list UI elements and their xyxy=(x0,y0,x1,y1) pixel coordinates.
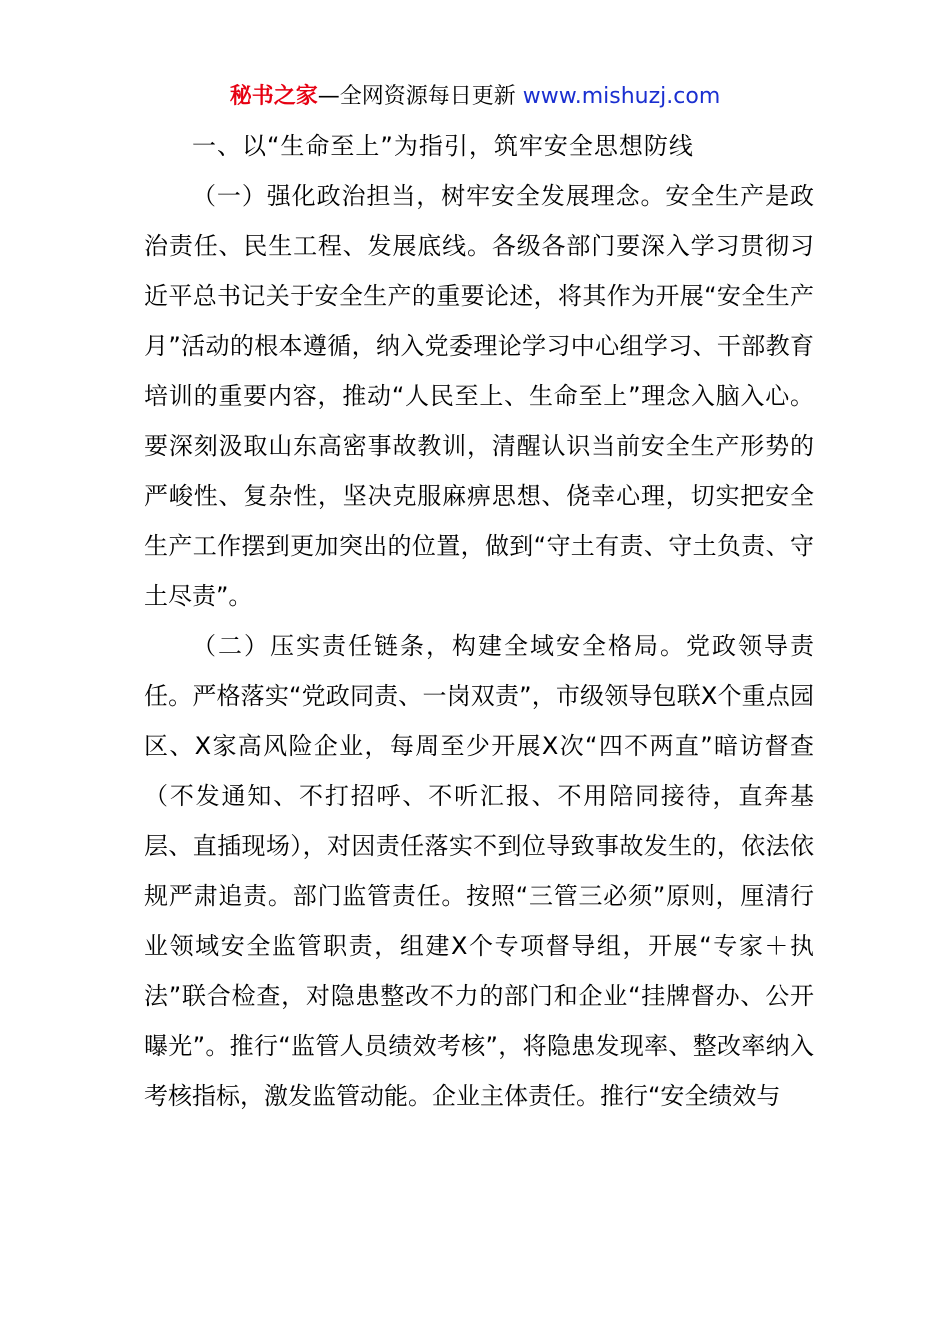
site-link[interactable]: www.mishuzj.com xyxy=(522,84,721,109)
document-body xyxy=(144,171,814,1121)
paragraph-2: （二）压实责任链条，构建全域安全格局。党政领导责任。严格落实“党政同责、一岗双责”，市级领导包联X个重点园区、X家高风险企业，每周至少开展X次“四不两直”暗访督查（不发通知、不打招呼、不听汇报、不用陪同接待，直奔基层、直插现场），对因责任落实不到位导致事故发生的，依法依规严肃追责。部门监管责任。按照“三管三必须”原则，厘清行业领域安全监管职责，组建X个专项督导组，开展“专家＋执法”联合检查，对隐患整改不力的部门和企业“挂牌督办、公开曝光”。推行“监管人员绩效考核”，将隐患发现率、整改率纳入考核指标，激发监管动能。企业主体责任。推行“安全绩效与 xyxy=(144,632,814,1110)
header-tagline: —全网资源每日更新 xyxy=(317,84,516,109)
brand-name: 秘书之家 xyxy=(229,84,318,109)
site-header xyxy=(0,80,950,114)
section-heading: 一、以“生命至上”为指引，筑牢安全思想防线 xyxy=(192,132,694,160)
paragraph-1: （一）强化政治担当，树牢安全发展理念。安全生产是政治责任、民生工程、发展底线。各级各部门要深入学习贯彻习近平总书记关于安全生产的重要论述，将其作为开展“安全生产月”活动的根本遵循，纳入党委理论学习中心组学习、干部教育培训的重要内容，推动“人民至上、生命至上”理念入脑入心。要深刻汲取山东高密事故教训，清醒认识当前安全生产形势的严峻性、复杂性，坚决克服麻痹思想、侥幸心理，切实把安全生产工作摆到更加突出的位置，做到“守土有责、守土负责、守土尽责”。 xyxy=(144,182,814,610)
